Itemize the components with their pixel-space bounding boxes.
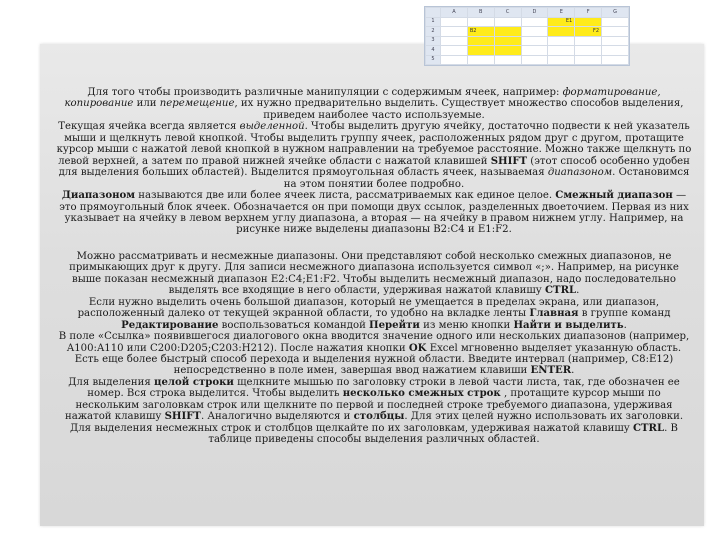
cell-e1: E1	[548, 17, 575, 27]
cell	[521, 27, 548, 37]
corner-cell	[426, 8, 441, 18]
cell	[441, 27, 468, 37]
row-header: 3	[426, 36, 441, 46]
cell	[441, 17, 468, 27]
cell	[441, 46, 468, 56]
column-header-row	[426, 8, 629, 18]
column-header: A	[441, 8, 468, 18]
row-header: 1	[426, 17, 441, 27]
cell-f2: F2	[575, 27, 602, 37]
cell	[602, 17, 629, 27]
cell-f1	[575, 17, 602, 27]
cell-c2	[494, 27, 521, 37]
cell	[575, 46, 602, 56]
sheet-row	[426, 46, 629, 56]
cell	[441, 36, 468, 46]
cell	[575, 36, 602, 46]
row-header: 4	[426, 46, 441, 56]
paragraph-spacer	[54, 236, 694, 251]
column-header: B	[467, 8, 494, 18]
column-header: G	[602, 8, 629, 18]
paragraph-rows-columns: Для выделения целой строки щелкните мышью по заголовку строки в левой части листа, так, где обозначен ее номер. Вся строка выделится. Чтобы выделить несколько смежных строк , протащите курсор мыши по нескольким заголовкам строк или щелкните по первой и последней строке требуемого диапазона, удерживая нажатой клавишу SHIFT. Аналогично выделяются и столбцы. Для этих целей нужно использовать их заголовки. Для выделения несмежных строк и столбцов щелкайте по их заголовкам, удерживая нажатой клавишу CTRL. В таблице приведены способы выделения различных областей.	[64, 375, 684, 446]
row-header: 2	[426, 27, 441, 37]
column-header: E	[548, 8, 575, 18]
cell	[602, 27, 629, 37]
cell	[441, 55, 468, 65]
cell	[521, 55, 548, 65]
paragraph-link-field: В поле «Ссылка» появившегося диалогового окна вводится значение одного или нескольких диапазонов (например, A100:A110 или C200:D205;C203:H212). После нажатия кнопки OK Excel мгновенно выделяет указанную область.	[58, 331, 690, 354]
sheet-row	[426, 55, 629, 65]
cell	[521, 17, 548, 27]
cell	[548, 36, 575, 46]
cell-c4	[494, 46, 521, 56]
cell	[602, 55, 629, 65]
cell	[548, 46, 575, 56]
cell	[467, 55, 494, 65]
cell	[521, 36, 548, 46]
cell	[575, 55, 602, 65]
spreadsheet-thumbnail	[424, 6, 630, 66]
cell-b2: B2	[467, 27, 494, 37]
paragraph-large-range: Если нужно выделить очень большой диапазон, который не умещается в пределах экрана, или диапазон, расположенный далеко от текущей экранной области, то удобно на вкладке ленты Главная в группе команд Редактирование воспользоваться командой Перейти из меню кнопки Найти и выделить.	[77, 296, 671, 331]
spreadsheet-grid	[425, 7, 629, 65]
paragraph-intro: Для того чтобы производить различные манипуляции с содержимым ячеек, например: форматирование, копирование или перемещение, их нужно предварительно выделить. Существует множество способов выделения, приведем наиболее часто используемые.	[64, 87, 684, 121]
column-header: D	[521, 8, 548, 18]
row-header: 5	[426, 55, 441, 65]
paragraph-current-cell: Текущая ячейка всегда является выделенной. Чтобы выделить другую ячейку, достаточно подвести к ней указатель мыши и щелкнуть левой кнопкой. Чтобы выделить группу ячеек, расположенных рядом друг с другом, протащите курсор мыши с нажатой левой кнопкой в нужном направлении на требуемое расстояние. Можно также щелкнуть по левой верхней, а затем по правой нижней ячейке области с нажатой клавишей SHIFT (этот способ особенно удобен для выделения больших областей). Выделится прямоугольная область ячеек, называемая диапазоном. Остановимся на этом понятии более подробно.	[56, 121, 692, 190]
column-header: C	[494, 8, 521, 18]
cell	[602, 36, 629, 46]
cell-e2	[548, 27, 575, 37]
sheet-row	[426, 27, 629, 37]
sheet-row	[426, 17, 629, 27]
cell-b4	[467, 46, 494, 56]
document-body	[54, 87, 694, 446]
cell	[548, 55, 575, 65]
cell	[494, 17, 521, 27]
cell	[521, 46, 548, 56]
paragraph-name-box: Есть еще более быстрый способ перехода и выделения нужной области. Введите интервал (например, C8:E12) непосредственно в поле имен, завершая ввод нажатием клавиши ENTER.	[74, 353, 674, 377]
cell	[467, 17, 494, 27]
paragraph-nonadjacent: Можно рассматривать и несмежные диапазоны. Они представляют собой несколько смежных диапазонов, не примыкающих друг к другу. Для записи несмежного диапазона используется символ «;». Например, на рисунке выше показан несмежный диапазон E2:C4;E1:F2. Чтобы выделить несмежный диапазон, надо последовательно выделять все входящие в него области, удерживая нажатой клавишу CTRL.	[69, 250, 679, 297]
cell-c3	[494, 36, 521, 46]
cell	[602, 46, 629, 56]
paragraph-range-definition: Диапазоном называются две или более ячеек листа, рассматриваемых как единое целое. Смежный диапазон — это прямоугольный блок ячеек. Обозначается он при помощи двух ссылок, разделенных двоеточием. Первая из них указывает на ячейку в левом верхнем углу диапазона, а вторая — на ячейку в правом нижнем углу. Например, на рисунке ниже выделены диапазоны B2:C4 и E1:F2.	[59, 189, 689, 236]
cell-b3	[467, 36, 494, 46]
column-header: F	[575, 8, 602, 18]
cell	[494, 55, 521, 65]
sheet-row	[426, 36, 629, 46]
